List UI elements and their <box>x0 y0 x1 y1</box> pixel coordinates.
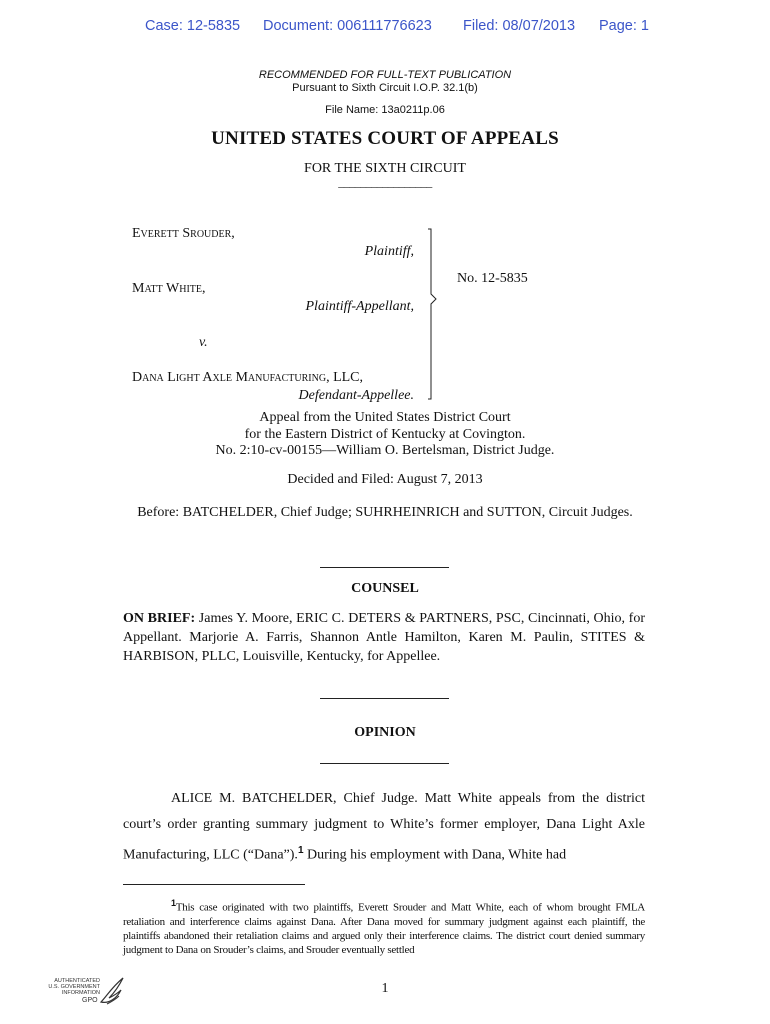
gpo-authentication-logo <box>42 972 132 1010</box>
filed-date-header: Filed: 08/07/2013 <box>463 18 576 34</box>
footnote-1 <box>123 896 645 957</box>
caption-case-number: No. 12-5835 <box>457 271 528 286</box>
party-name-white: Matt White, <box>132 281 206 296</box>
court-circuit: FOR THE SIXTH CIRCUIT <box>304 161 466 176</box>
party-role-plaintiff-appellant: Plaintiff-Appellant, <box>305 299 414 314</box>
publication-pursuant: Pursuant to Sixth Circuit I.O.P. 32.1(b) <box>292 82 478 94</box>
opinion-heading: OPINION <box>354 725 416 740</box>
court-divider: _________________ <box>338 175 432 189</box>
page-number-header: Page: 1 <box>599 18 649 34</box>
appeal-line-2: for the Eastern District of Kentucky at Covington. <box>244 427 526 442</box>
party-role-defendant-appellee: Defendant-Appellee. <box>298 388 414 403</box>
footnote-rule <box>123 884 305 885</box>
counsel-paragraph <box>123 609 645 666</box>
party-name-srouder: Everett Srouder, <box>132 226 235 241</box>
opinion-text-end: During his employment with Dana, White had <box>303 847 567 863</box>
opinion-rule-bottom <box>320 763 449 764</box>
gpo-line-1: AUTHENTICATED <box>54 978 100 984</box>
opinion-paragraph <box>123 786 645 869</box>
case-number-header: Case: 12-5835 <box>145 18 241 34</box>
party-name-dana: Dana Light Axle Manufacturing, LLC, <box>132 370 364 385</box>
panel-judges: Before: BATCHELDER, Chief Judge; SUHRHEINRICH and SUTTON, Circuit Judges. <box>137 505 633 520</box>
gpo-line-4: GPO <box>82 997 98 1004</box>
gpo-line-2: U.S. GOVERNMENT <box>48 984 100 990</box>
publication-recommendation: RECOMMENDED FOR FULL-TEXT PUBLICATION <box>258 69 512 81</box>
caption-bracket <box>428 228 442 400</box>
page-number: 1 <box>381 981 389 996</box>
document-number-header: Document: 006111776623 <box>263 18 432 34</box>
footnote-text: This case originated with two plaintiffs, Everett Srouder and Matt White, each of whom brought FMLA retaliation and interference claims against Dana. After Dana moved for summary judgment against each plaintiff, the plaintiffs abandoned their retaliation claims and argued only their interference claims. The district court denied summary judgment to Dana on Srouder’s claims, and Srouder eventually settled <box>123 901 645 956</box>
document-header <box>0 18 770 38</box>
eagle-icon <box>97 974 129 1008</box>
court-title: UNITED STATES COURT OF APPEALS <box>211 128 559 149</box>
opinion-text-start: ALICE M. BATCHELDER, Chief Judge. Matt White appeals from the district court’s order granting summary judgment to White’s former employer, Dana Light Axle Manufacturing, LLC (“Dana”). <box>123 791 645 863</box>
gpo-line-3: INFORMATION <box>61 990 100 996</box>
file-name: File Name: 13a0211p.06 <box>325 104 445 116</box>
appeal-line-3: No. 2:10-cv-00155—William O. Bertelsman, District Judge. <box>215 443 555 458</box>
counsel-label: ON BRIEF: <box>123 611 196 626</box>
opinion-rule-top <box>320 698 449 699</box>
counsel-rule <box>320 567 449 568</box>
footnote-marker: 1 <box>171 898 176 908</box>
counsel-heading: COUNSEL <box>351 581 419 596</box>
appeal-line-1: Appeal from the United States District Court <box>259 410 511 425</box>
party-role-plaintiff: Plaintiff, <box>364 244 414 259</box>
versus: v. <box>199 335 208 350</box>
footnote-reference[interactable]: 1 <box>297 845 304 856</box>
counsel-text: James Y. Moore, ERIC C. DETERS & PARTNERS, PSC, Cincinnati, Ohio, for Appellant. Marjorie A. Farris, Shannon Antle Hamilton, Karen M. Paulin, STITES & HARBISON, PLLC, Louisville, Kentucky, for Appellee. <box>123 611 645 664</box>
decided-date: Decided and Filed: August 7, 2013 <box>287 472 483 487</box>
